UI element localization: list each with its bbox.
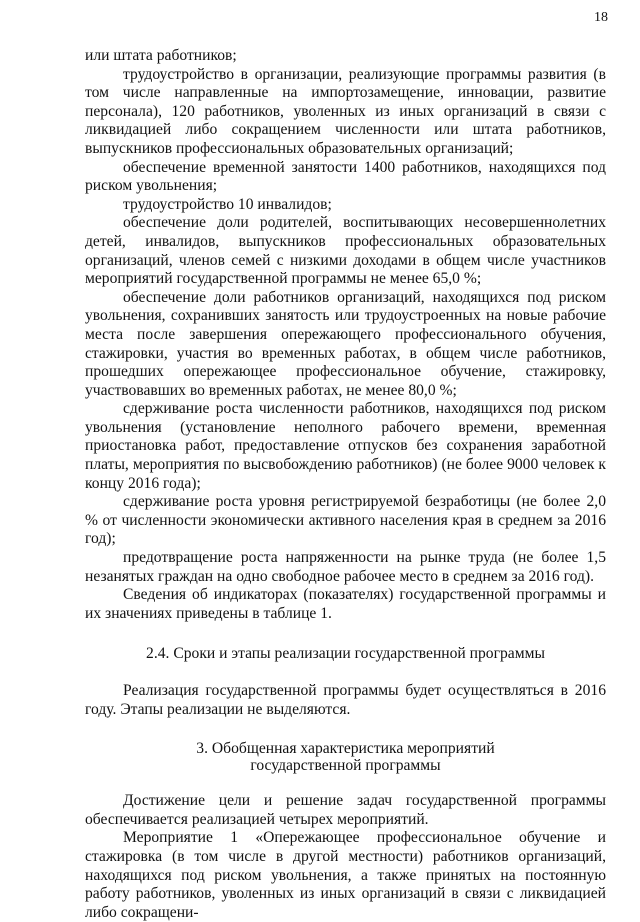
section-heading-3-line2: государственной программы (250, 757, 441, 775)
section-3-paragraph: Мероприятие 1 «Опережающее профессиональное обучение и стажировка (в том числе в другой местности) работников организаций, находящихся под риском увольнения, а также принятых на постоянную работу работников, уволенных из иных организаций в связи с ликвидацией либо сокращени- (85, 829, 606, 921)
body-paragraph: обеспечение доли работников организаций, находящихся под риском увольнения, сохранивших занятость или трудоустроенных на новые рабочие места после завершения опережающего профессионального обучения, стажировки, участия во временных работах, в общем числе работников, прошедших опережающее профессиональное обучение, стажировку, участвовавших во временных работах, не менее 80,0 %; (85, 288, 606, 399)
section-3-paragraph: Достижение цели и решение задач государственной программы обеспечивается реализацией четырех мероприятий. (85, 792, 606, 828)
body-paragraph: Сведения об индикаторах (показателях) государственной программы и их значениях приведены в таблице 1. (85, 586, 606, 622)
section-heading-2-4: 2.4. Сроки и этапы реализации государственной программы (146, 645, 545, 663)
section-heading-3 (85, 740, 606, 774)
body-paragraph: предотвращение роста напряженности на рынке труда (не более 1,5 незанятых граждан на одно свободное рабочее место в среднем за 2016 год). (85, 549, 606, 585)
section-heading-3-line1: 3. Обобщенная характеристика мероприятий (196, 740, 495, 758)
body-paragraph: обеспечение доли родителей, воспитывающих несовершеннолетних детей, инвалидов, выпускников профессиональных образовательных организаций, членов семей с низкими доходами в общем числе участников мероприятий государственной программы не менее 65,0 %; (85, 214, 606, 288)
goals-list (85, 47, 606, 623)
page-number: 18 (594, 10, 608, 25)
body-paragraph: трудоустройство 10 инвалидов; (123, 195, 332, 213)
document-body (85, 47, 606, 922)
body-paragraph: сдерживание роста уровня регистрируемой безработицы (не более 2,0 % от численности экономически активного населения края в среднем за 2016 год); (85, 493, 606, 548)
body-paragraph: обеспечение временной занятости 1400 работников, находящихся под риском увольнения; (85, 158, 606, 195)
body-paragraph: сдерживание роста численности работников, находящихся под риском увольнения (установление неполного рабочего времени, временная приостановка работ, предоставление отпусков без сохранения заработной платы, мероприятия по высвобождению работников) (не более 9000 человек к концу 2016 года); (85, 400, 606, 492)
section-2-4-paragraph: Реализация государственной программы будет осуществляться в 2016 году. Этапы реализации не выделяются. (85, 682, 606, 718)
body-paragraph: или штата работников; (85, 47, 237, 64)
body-paragraph: трудоустройство в организации, реализующие программы развития (в том числе направленные на импортозамещение, инновации, развитие персонала), 120 работников, уволенных из иных организаций в связи с ликвидацией либо сокращением численности или штата работников, выпускников профессиональных образовательных организаций; (85, 65, 606, 157)
